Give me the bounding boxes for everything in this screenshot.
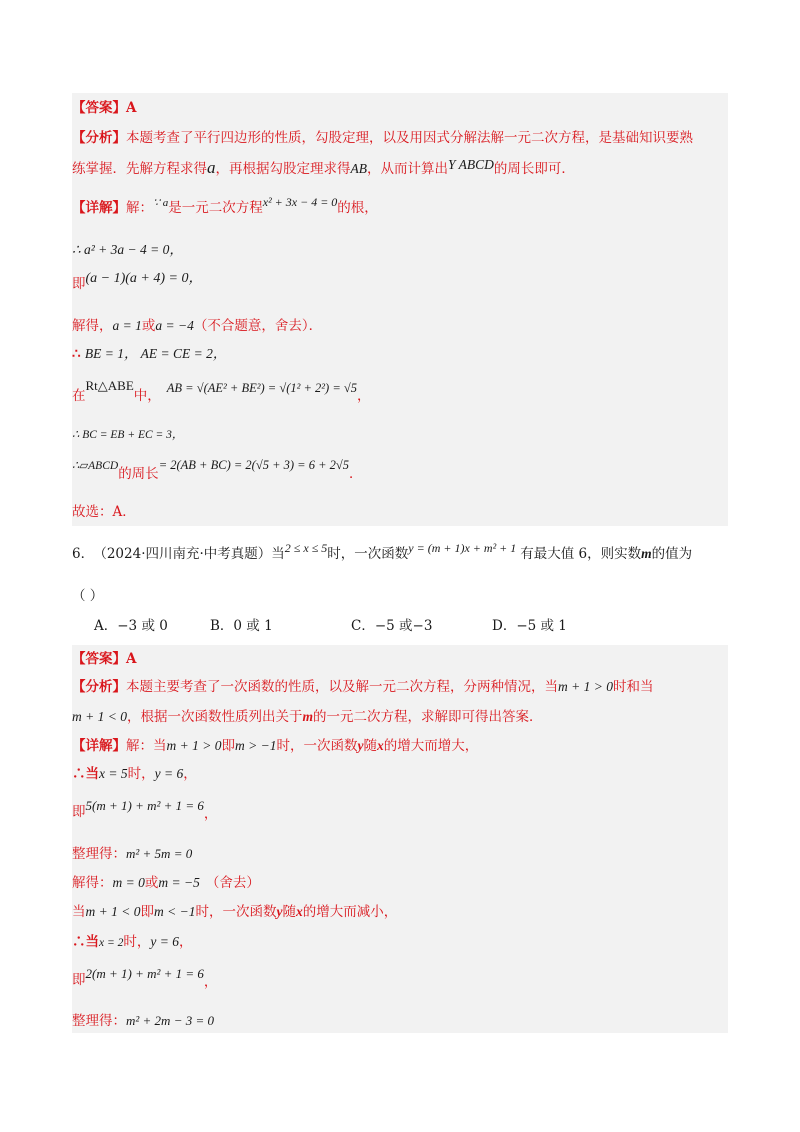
detail-line-1 <box>72 195 728 219</box>
analysis-text: ，再根据勾股定理求得 <box>215 161 351 177</box>
detail2-line-8 <box>72 964 728 990</box>
question-number: 6． <box>72 546 95 562</box>
option-value: 0 或 1 <box>233 618 273 634</box>
math-expr: m < −1 <box>153 904 196 919</box>
math-expr: ∴ BC = EB + EC = 3， <box>72 429 184 441</box>
perimeter-line <box>72 458 728 482</box>
detail-tag: 【详解】 <box>72 200 126 216</box>
answer-value: A <box>126 651 137 667</box>
detail-text: 即 <box>72 972 86 988</box>
detail-text: 在 <box>72 388 86 404</box>
detail-text: 解： <box>126 200 153 216</box>
math-expr: m² + 2m − 3 = 0 <box>126 1013 214 1028</box>
detail-text: 中， <box>133 388 161 404</box>
math-expr: ∴ a² + 3a − 4 = 0， <box>72 242 183 257</box>
detail-text: ， <box>203 974 218 990</box>
math-var: x <box>295 904 303 919</box>
be-line <box>72 344 728 364</box>
detail-text: （不合题意，舍去）． <box>193 318 323 334</box>
answer-paren: （ ） <box>72 588 104 604</box>
detail2-line-2 <box>72 764 728 784</box>
answer-tag: 【答案】 <box>72 651 126 667</box>
option-c[interactable] <box>351 616 432 636</box>
analysis-text: 的一元二次方程，求解即可得出答案． <box>313 709 543 725</box>
detail-text: 整理得： <box>72 846 126 862</box>
question-source: （2024·四川南充·中考真题）当 <box>100 546 285 562</box>
option-label: D． <box>492 618 517 634</box>
detail2-line-7 <box>72 932 728 953</box>
detail-text: 的周长 <box>118 466 159 482</box>
option-label: C． <box>351 618 375 634</box>
option-value: −3 或 0 <box>117 618 168 634</box>
math-expr: y = 6 <box>154 766 184 781</box>
jiede-line-1 <box>72 316 728 336</box>
math-parallelogram: Y ABCD <box>448 157 494 172</box>
detail2-line-5 <box>72 873 728 893</box>
detail-text: ∴当 <box>72 934 99 950</box>
analysis-tag: 【分析】 <box>72 679 126 695</box>
math-expr: x = 5 <box>99 766 128 781</box>
detail-text: ， <box>183 766 197 782</box>
detail-text: 随 <box>282 904 296 920</box>
detail-text: 时，一次函数 <box>276 738 358 754</box>
math-var: y <box>276 904 283 919</box>
detail-text: 即 <box>72 804 86 820</box>
option-value: −5 或−3 <box>374 618 433 634</box>
detail-text: 解：当 <box>126 738 167 754</box>
question-6-paren <box>72 586 728 606</box>
analysis2-line-1 <box>72 677 728 697</box>
detail-text: 即 <box>140 904 154 920</box>
analysis-text: 的周长即可． <box>493 161 575 177</box>
detail-text: 解得： <box>72 875 113 891</box>
math-var: m <box>302 709 313 724</box>
answer-line-2 <box>72 649 728 669</box>
math-var: x <box>376 738 384 753</box>
detail-text: 即 <box>72 276 86 292</box>
detail-text: ， <box>203 806 218 822</box>
detail-tag: 【详解】 <box>72 738 126 754</box>
math-expr: 2(m + 1) + m² + 1 = 6 <box>85 966 204 981</box>
math-expr: ∴▱ABCD <box>72 460 119 472</box>
math-expr: x = 2 <box>99 937 124 949</box>
analysis-tag: 【分析】 <box>72 130 126 146</box>
option-label: A． <box>94 618 118 634</box>
detail-text: 即 <box>221 738 235 754</box>
analysis-line-1 <box>72 128 728 148</box>
bc-line <box>72 424 728 445</box>
detail2-line-3 <box>72 796 728 822</box>
therefore-line-1 <box>72 240 728 260</box>
math-expr: 2 ≤ x ≤ 5 <box>284 541 328 555</box>
math-expr: BE = 1， AE = CE = 2， <box>84 346 227 361</box>
detail-text: 的增大而增大， <box>383 738 479 754</box>
math-expr: 5(m + 1) + m² + 1 = 6 <box>85 798 204 813</box>
math-expr: m = 0 <box>112 875 145 890</box>
answer-value: A <box>126 100 137 116</box>
analysis-text: 练掌握．先解方程求得 <box>72 161 207 177</box>
analysis-text: ，根据一次函数性质列出关于 <box>126 709 303 725</box>
analysis-text: 本题主要考查了一次函数的性质，以及解一元二次方程，分两种情况，当 <box>126 679 558 695</box>
detail-text: ∴ <box>72 346 81 362</box>
detail2-line-9 <box>72 1011 728 1031</box>
math-expr: m² + 5m = 0 <box>126 846 193 861</box>
detail-text: 解得， <box>72 318 113 334</box>
detail-text: （舍去） <box>205 875 260 891</box>
option-b[interactable] <box>210 616 273 636</box>
detail-text: 当 <box>72 904 86 920</box>
detail2-line-4 <box>72 844 728 864</box>
detail-text: 的增大而减小， <box>302 904 398 920</box>
math-expr: m = −5 <box>158 875 200 890</box>
option-value: −5 或 1 <box>516 618 567 634</box>
math-expr: Rt△ABE <box>85 378 134 393</box>
detail-text: ， <box>357 388 371 404</box>
detail-text: 时，一次函数 <box>195 904 277 920</box>
answer-line-1 <box>72 98 728 118</box>
math-expr: y = (m + 1)x + m² + 1 <box>408 541 517 555</box>
question-6-line-1 <box>72 541 728 564</box>
detail-text: 整理得： <box>72 1013 126 1029</box>
detail-text: ． <box>349 466 363 482</box>
math-var: AB <box>350 161 367 176</box>
math-expr: m + 1 > 0 <box>166 738 222 753</box>
option-d[interactable] <box>492 616 567 636</box>
math-expr: m > −1 <box>234 738 277 753</box>
analysis-line-2 <box>72 158 728 179</box>
math-expr: y = 6 <box>150 934 179 949</box>
math-var: y <box>357 738 364 753</box>
detail-text: 时， <box>123 934 151 950</box>
math-expr: a = 1 <box>112 318 142 333</box>
math-expr: AB = √(AE² + BE²) = √(1² + 2²) = √5 <box>166 381 357 395</box>
math-expr: x² + 3x − 4 = 0 <box>262 195 338 209</box>
choose-line <box>72 502 728 522</box>
analysis-text: 时和当 <box>612 679 654 695</box>
detail-text: 随 <box>363 738 377 754</box>
analysis-text: ，从而计算出 <box>367 161 448 177</box>
math-expr: ∵ a <box>153 197 169 209</box>
detail-text: 或 <box>141 318 156 334</box>
question-text: 有最大值 6，则实数 <box>520 546 642 562</box>
detail-text: 是一元二次方程 <box>168 200 263 216</box>
answer-tag: 【答案】 <box>72 100 126 116</box>
option-label: B． <box>210 618 234 634</box>
detail-text: 或 <box>144 875 159 891</box>
question-text: 的值为 <box>651 546 693 562</box>
math-expr: m + 1 < 0 <box>72 709 127 724</box>
detail-text: 时， <box>127 766 155 782</box>
math-expr: m + 1 < 0 <box>85 904 141 919</box>
math-expr: a = −4 <box>155 318 194 333</box>
math-expr: = 2(AB + BC) = 2(√5 + 3) = 6 + 2√5 <box>158 458 350 472</box>
math-expr: m + 1 > 0 <box>558 679 613 694</box>
ji-line-1 <box>72 268 728 292</box>
choose-text: 故选：A． <box>72 504 136 520</box>
rt-line <box>72 378 728 404</box>
option-a[interactable] <box>94 616 168 636</box>
math-expr: (a − 1)(a + 4) = 0， <box>85 271 203 286</box>
detail-text: 的根， <box>337 200 378 216</box>
detail-text: ， <box>178 934 193 950</box>
detail2-line-1 <box>72 736 728 756</box>
math-var: a <box>207 158 216 177</box>
question-text: 时，一次函数 <box>327 546 409 562</box>
analysis2-line-2 <box>72 707 728 727</box>
math-var: m <box>641 546 652 561</box>
detail2-line-6 <box>72 902 728 922</box>
detail-text: ∴当 <box>72 766 99 782</box>
analysis-text: 本题考查了平行四边形的性质，勾股定理，以及用因式分解法解一元二次方程，是基础知识要熟 <box>126 130 693 146</box>
